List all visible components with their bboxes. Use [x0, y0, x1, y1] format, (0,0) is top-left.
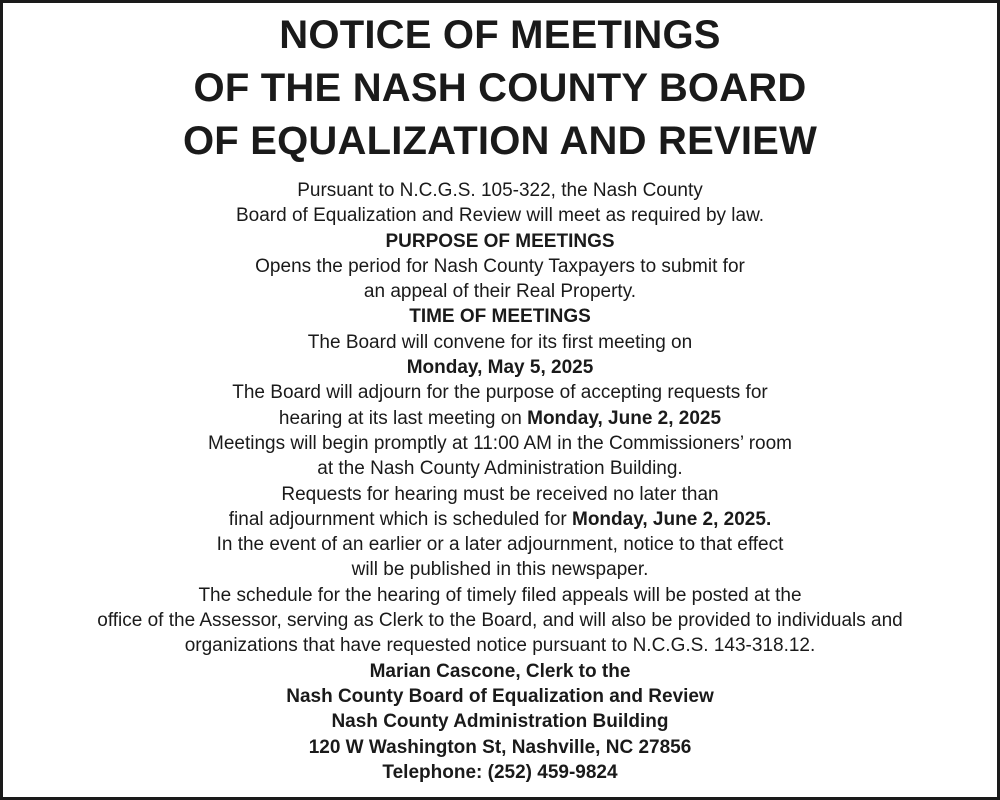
purpose-line-2: an appeal of their Real Property. — [363, 281, 637, 303]
headline-line-2: OF THE NASH COUNTY BOARD — [193, 66, 807, 110]
notice-body — [3, 178, 997, 659]
final-adjournment-prefix: final adjournment which is scheduled for — [228, 508, 572, 530]
schedule-line-2: office of the Assessor, serving as Clerk to the Board, and will also be provided to individuals and — [97, 610, 903, 632]
first-meeting-text: The Board will convene for its first meeting on — [307, 331, 693, 353]
signature-clerk-name: Marian Cascone, Clerk to the — [369, 660, 631, 682]
first-meeting-date: Monday, May 5, 2025 — [406, 357, 594, 379]
schedule-line-1: The schedule for the hearing of timely filed appeals will be posted at the — [198, 584, 802, 606]
signature-board-name: Nash County Board of Equalization and Review — [286, 685, 714, 707]
signature-block — [3, 659, 997, 785]
adjourn-text: The Board will adjourn for the purpose of accepting requests for — [232, 382, 768, 404]
headline-line-1: NOTICE OF MEETINGS — [279, 13, 721, 57]
headline-line-3: OF EQUALIZATION AND REVIEW — [182, 119, 818, 163]
purpose-line-1: Opens the period for Nash County Taxpayers to submit for — [255, 255, 745, 277]
purpose-heading: PURPOSE OF MEETINGS — [385, 230, 615, 252]
signature-building: Nash County Administration Building — [331, 711, 669, 733]
last-meeting-prefix: hearing at its last meeting on — [278, 407, 528, 429]
notice-headline — [3, 3, 997, 168]
event-line-1: In the event of an earlier or a later adjournment, notice to that effect — [216, 534, 784, 556]
intro-line-1: Pursuant to N.C.G.S. 105-322, the Nash County — [297, 180, 703, 201]
final-adjournment-line — [3, 507, 997, 532]
last-meeting-line — [3, 406, 997, 431]
schedule-line-3: organizations that have requested notice pursuant to N.C.G.S. 143-318.12. — [184, 635, 816, 657]
signature-address: 120 W Washington St, Nashville, NC 27856 — [308, 736, 692, 758]
event-line-2: will be published in this newspaper. — [351, 559, 649, 581]
begin-line-2: at the Nash County Administration Building. — [317, 458, 683, 480]
last-meeting-date: Monday, June 2, 2025 — [527, 407, 722, 429]
begin-line-1: Meetings will begin promptly at 11:00 AM in the Commissioners’ room — [208, 432, 792, 454]
signature-telephone: Telephone: (252) 459-9824 — [382, 761, 618, 783]
final-adjournment-date: Monday, June 2, 2025. — [572, 508, 772, 530]
requests-text: Requests for hearing must be received no later than — [281, 483, 719, 505]
intro-line-2: Board of Equalization and Review will meet as required by law. — [235, 205, 765, 227]
time-heading: TIME OF MEETINGS — [409, 306, 591, 328]
